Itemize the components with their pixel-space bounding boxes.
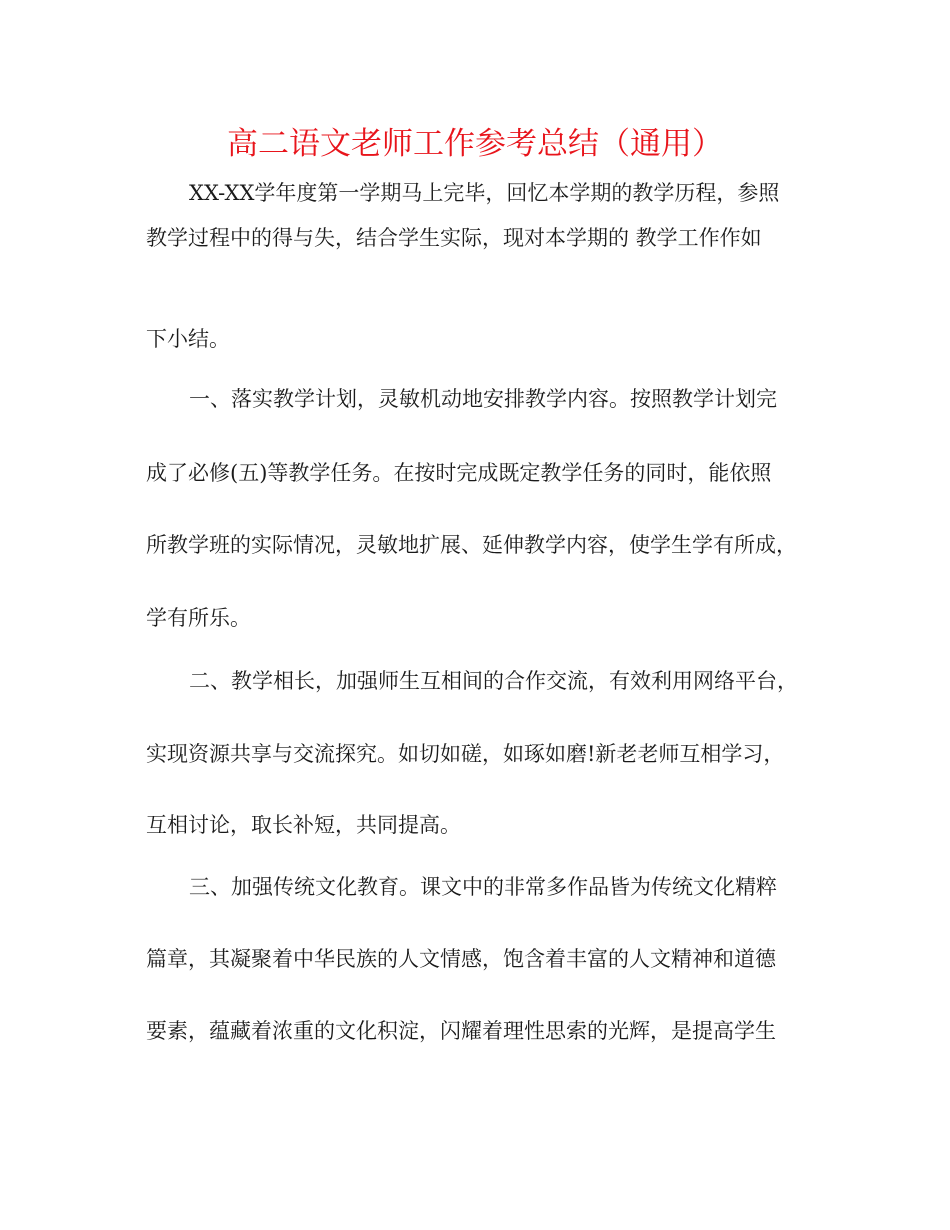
paragraph-line: 下小结。 [146, 327, 230, 351]
paragraph-line: 要素，蕴藏着浓重的文化积淀，闪耀着理性思索的光辉，是提高学生 [146, 1019, 776, 1043]
paragraph-line: 二、教学相长，加强师生互相间的合作交流，有效利用网络平台， [189, 669, 798, 693]
paragraph-line: 成了必修(五)等教学任务。在按时完成既定教学任务的同时，能依照 [146, 461, 772, 485]
paragraph-line: 互相讨论，取长补短，共同提高。 [146, 813, 461, 837]
paragraph-line: 学有所乐。 [146, 606, 251, 630]
document-title: 高二语文老师工作参考总结（通用） [227, 126, 723, 162]
paragraph-line: 三、加强传统文化教育。课文中的非常多作品皆为传统文化精粹 [189, 875, 777, 899]
paragraph-line: 篇章，其凝聚着中华民族的人文情感，饱含着丰富的人文精神和道德 [146, 947, 776, 971]
paragraph-line: 一、落实教学计划，灵敏机动地安排教学内容。按照教学计划完 [189, 387, 777, 411]
paragraph-line: 教学过程中的得与失，结合学生实际，现对本学期的 教学工作作如 [146, 226, 762, 250]
paragraph-line: 所教学班的实际情况，灵敏地扩展、延伸教学内容，使学生学有所成， [146, 533, 797, 557]
paragraph-line: 实现资源共享与交流探究。如切如磋，如琢如磨!新老老师互相学习， [146, 742, 785, 766]
paragraph-line: XX-XX学年度第一学期马上完毕，回忆本学期的教学历程，参照 [189, 181, 780, 205]
